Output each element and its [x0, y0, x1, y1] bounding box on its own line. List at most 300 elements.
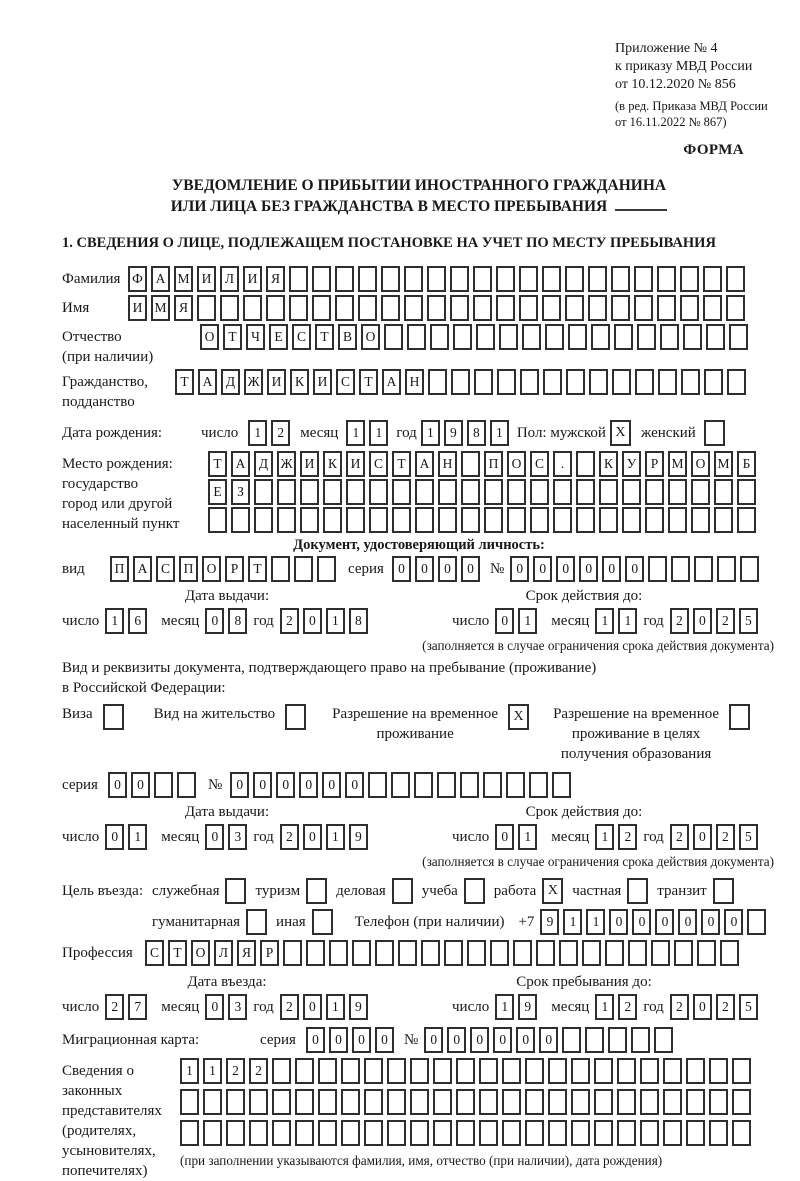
char-box[interactable]: [283, 940, 302, 966]
char-box[interactable]: [588, 295, 607, 321]
char-box[interactable]: 1: [326, 824, 345, 850]
char-box[interactable]: 6: [128, 608, 147, 634]
char-box[interactable]: [617, 1089, 636, 1115]
char-box[interactable]: [680, 295, 699, 321]
char-box[interactable]: [368, 772, 387, 798]
char-box[interactable]: [479, 1120, 498, 1146]
char-box[interactable]: [271, 556, 290, 582]
purpose-business-checkbox[interactable]: [392, 878, 413, 904]
char-box[interactable]: [410, 1058, 429, 1084]
char-box[interactable]: И: [197, 266, 216, 292]
char-box[interactable]: 0: [205, 994, 224, 1020]
char-box[interactable]: 0: [329, 1027, 348, 1053]
char-box[interactable]: [369, 479, 388, 505]
char-box[interactable]: [612, 369, 631, 395]
char-box[interactable]: 5: [739, 994, 758, 1020]
char-box[interactable]: [272, 1089, 291, 1115]
char-box[interactable]: [737, 479, 756, 505]
char-box[interactable]: [364, 1089, 383, 1115]
char-box[interactable]: Л: [214, 940, 233, 966]
char-box[interactable]: А: [382, 369, 401, 395]
char-box[interactable]: 1: [326, 608, 345, 634]
char-box[interactable]: [681, 369, 700, 395]
char-box[interactable]: [594, 1058, 613, 1084]
char-box[interactable]: [622, 479, 641, 505]
char-box[interactable]: 1: [203, 1058, 222, 1084]
char-box[interactable]: [483, 772, 502, 798]
char-box[interactable]: [392, 507, 411, 533]
char-box[interactable]: [407, 324, 426, 350]
char-box[interactable]: И: [267, 369, 286, 395]
char-box[interactable]: С: [369, 451, 388, 477]
char-box[interactable]: [456, 1089, 475, 1115]
char-box[interactable]: 1: [248, 420, 267, 446]
char-box[interactable]: [231, 507, 250, 533]
char-box[interactable]: 3: [228, 824, 247, 850]
char-box[interactable]: 0: [345, 772, 364, 798]
char-box[interactable]: [497, 369, 516, 395]
char-box[interactable]: 0: [678, 909, 697, 935]
char-box[interactable]: [451, 369, 470, 395]
char-box[interactable]: Я: [237, 940, 256, 966]
temp-residence-checkbox[interactable]: X: [508, 704, 529, 730]
char-box[interactable]: А: [133, 556, 152, 582]
char-box[interactable]: 8: [228, 608, 247, 634]
char-box[interactable]: [208, 507, 227, 533]
char-box[interactable]: [427, 266, 446, 292]
char-box[interactable]: [496, 295, 515, 321]
char-box[interactable]: [530, 479, 549, 505]
char-box[interactable]: М: [174, 266, 193, 292]
char-box[interactable]: [502, 1089, 521, 1115]
char-box[interactable]: 0: [495, 824, 514, 850]
char-box[interactable]: 0: [693, 994, 712, 1020]
purpose-transit-checkbox[interactable]: [713, 878, 734, 904]
char-box[interactable]: 9: [518, 994, 537, 1020]
char-box[interactable]: 1: [326, 994, 345, 1020]
char-box[interactable]: 0: [470, 1027, 489, 1053]
char-box[interactable]: .: [553, 451, 572, 477]
char-box[interactable]: [726, 266, 745, 292]
char-box[interactable]: [384, 324, 403, 350]
char-box[interactable]: [617, 1058, 636, 1084]
char-box[interactable]: [559, 940, 578, 966]
char-box[interactable]: [703, 295, 722, 321]
char-box[interactable]: Р: [645, 451, 664, 477]
char-box[interactable]: [364, 1120, 383, 1146]
char-box[interactable]: [706, 324, 725, 350]
char-box[interactable]: [571, 1058, 590, 1084]
char-box[interactable]: 0: [516, 1027, 535, 1053]
char-box[interactable]: 0: [510, 556, 529, 582]
char-box[interactable]: [438, 507, 457, 533]
char-box[interactable]: О: [691, 451, 710, 477]
char-box[interactable]: [683, 324, 702, 350]
char-box[interactable]: 1: [586, 909, 605, 935]
char-box[interactable]: [507, 507, 526, 533]
char-box[interactable]: [714, 479, 733, 505]
char-box[interactable]: Я: [174, 295, 193, 321]
char-box[interactable]: М: [151, 295, 170, 321]
char-box[interactable]: [341, 1058, 360, 1084]
char-box[interactable]: [634, 295, 653, 321]
char-box[interactable]: Т: [175, 369, 194, 395]
char-box[interactable]: П: [179, 556, 198, 582]
char-box[interactable]: А: [198, 369, 217, 395]
char-box[interactable]: [154, 772, 173, 798]
char-box[interactable]: [427, 295, 446, 321]
char-box[interactable]: [180, 1120, 199, 1146]
char-box[interactable]: [499, 324, 518, 350]
visa-checkbox[interactable]: [103, 704, 124, 730]
char-box[interactable]: [637, 324, 656, 350]
char-box[interactable]: [519, 266, 538, 292]
char-box[interactable]: [294, 556, 313, 582]
char-box[interactable]: [346, 479, 365, 505]
char-box[interactable]: [640, 1120, 659, 1146]
temp-residence-education-checkbox[interactable]: [729, 704, 750, 730]
char-box[interactable]: [525, 1058, 544, 1084]
char-box[interactable]: 0: [392, 556, 411, 582]
char-box[interactable]: 1: [180, 1058, 199, 1084]
char-box[interactable]: 1: [346, 420, 365, 446]
char-box[interactable]: 0: [205, 608, 224, 634]
char-box[interactable]: [387, 1120, 406, 1146]
char-box[interactable]: [392, 479, 411, 505]
char-box[interactable]: М: [714, 451, 733, 477]
char-box[interactable]: [254, 507, 273, 533]
char-box[interactable]: 8: [349, 608, 368, 634]
char-box[interactable]: [645, 507, 664, 533]
char-box[interactable]: 3: [228, 994, 247, 1020]
char-box[interactable]: 1: [369, 420, 388, 446]
char-box[interactable]: [588, 266, 607, 292]
char-box[interactable]: О: [361, 324, 380, 350]
char-box[interactable]: [433, 1089, 452, 1115]
char-box[interactable]: [226, 1089, 245, 1115]
char-box[interactable]: [484, 507, 503, 533]
char-box[interactable]: [461, 451, 480, 477]
char-box[interactable]: [479, 1058, 498, 1084]
char-box[interactable]: [295, 1089, 314, 1115]
char-box[interactable]: И: [128, 295, 147, 321]
char-box[interactable]: 0: [105, 824, 124, 850]
char-box[interactable]: Т: [223, 324, 242, 350]
char-box[interactable]: Ж: [244, 369, 263, 395]
char-box[interactable]: П: [484, 451, 503, 477]
char-box[interactable]: [691, 507, 710, 533]
char-box[interactable]: М: [668, 451, 687, 477]
char-box[interactable]: [657, 266, 676, 292]
char-box[interactable]: [645, 479, 664, 505]
char-box[interactable]: 0: [724, 909, 743, 935]
char-box[interactable]: [720, 940, 739, 966]
purpose-study-checkbox[interactable]: [464, 878, 485, 904]
char-box[interactable]: [732, 1120, 751, 1146]
char-box[interactable]: [203, 1089, 222, 1115]
char-box[interactable]: [277, 479, 296, 505]
purpose-other-checkbox[interactable]: [312, 909, 333, 935]
char-box[interactable]: 0: [533, 556, 552, 582]
char-box[interactable]: [375, 940, 394, 966]
char-box[interactable]: 0: [303, 824, 322, 850]
char-box[interactable]: 0: [303, 994, 322, 1020]
char-box[interactable]: 2: [618, 824, 637, 850]
char-box[interactable]: [203, 1120, 222, 1146]
purpose-work-checkbox[interactable]: X: [542, 878, 563, 904]
char-box[interactable]: Т: [248, 556, 267, 582]
char-box[interactable]: 1: [105, 608, 124, 634]
char-box[interactable]: 1: [595, 994, 614, 1020]
char-box[interactable]: [323, 507, 342, 533]
char-box[interactable]: О: [200, 324, 219, 350]
char-box[interactable]: [611, 266, 630, 292]
char-box[interactable]: 0: [438, 556, 457, 582]
char-box[interactable]: 1: [128, 824, 147, 850]
char-box[interactable]: О: [507, 451, 526, 477]
char-box[interactable]: 0: [655, 909, 674, 935]
char-box[interactable]: [496, 266, 515, 292]
char-box[interactable]: Т: [392, 451, 411, 477]
purpose-tourism-checkbox[interactable]: [306, 878, 327, 904]
purpose-humanitarian-checkbox[interactable]: [246, 909, 267, 935]
char-box[interactable]: [548, 1089, 567, 1115]
char-box[interactable]: [628, 940, 647, 966]
char-box[interactable]: Я: [266, 266, 285, 292]
char-box[interactable]: [640, 1089, 659, 1115]
char-box[interactable]: [747, 909, 766, 935]
char-box[interactable]: 0: [303, 608, 322, 634]
char-box[interactable]: [226, 1120, 245, 1146]
char-box[interactable]: 5: [739, 824, 758, 850]
char-box[interactable]: [640, 1058, 659, 1084]
char-box[interactable]: 1: [595, 824, 614, 850]
char-box[interactable]: 1: [618, 608, 637, 634]
char-box[interactable]: [474, 369, 493, 395]
char-box[interactable]: 0: [461, 556, 480, 582]
char-box[interactable]: [456, 1120, 475, 1146]
char-box[interactable]: 0: [632, 909, 651, 935]
char-box[interactable]: Р: [260, 940, 279, 966]
char-box[interactable]: [680, 266, 699, 292]
char-box[interactable]: [565, 295, 584, 321]
char-box[interactable]: [727, 369, 746, 395]
char-box[interactable]: Ж: [277, 451, 296, 477]
char-box[interactable]: 2: [670, 608, 689, 634]
char-box[interactable]: 0: [131, 772, 150, 798]
char-box[interactable]: [341, 1089, 360, 1115]
char-box[interactable]: [220, 295, 239, 321]
char-box[interactable]: [460, 772, 479, 798]
char-box[interactable]: [529, 772, 548, 798]
char-box[interactable]: [729, 324, 748, 350]
char-box[interactable]: [663, 1089, 682, 1115]
char-box[interactable]: В: [338, 324, 357, 350]
char-box[interactable]: [635, 369, 654, 395]
char-box[interactable]: [266, 295, 285, 321]
char-box[interactable]: 0: [701, 909, 720, 935]
char-box[interactable]: И: [300, 451, 319, 477]
char-box[interactable]: [295, 1120, 314, 1146]
char-box[interactable]: 0: [230, 772, 249, 798]
char-box[interactable]: 0: [579, 556, 598, 582]
char-box[interactable]: [484, 479, 503, 505]
char-box[interactable]: [617, 1120, 636, 1146]
char-box[interactable]: [562, 1027, 581, 1053]
char-box[interactable]: 2: [670, 994, 689, 1020]
char-box[interactable]: [433, 1120, 452, 1146]
char-box[interactable]: А: [415, 451, 434, 477]
char-box[interactable]: [450, 295, 469, 321]
char-box[interactable]: [520, 369, 539, 395]
char-box[interactable]: Т: [208, 451, 227, 477]
char-box[interactable]: [663, 1058, 682, 1084]
char-box[interactable]: 0: [322, 772, 341, 798]
char-box[interactable]: 2: [249, 1058, 268, 1084]
purpose-official-checkbox[interactable]: [225, 878, 246, 904]
char-box[interactable]: [543, 369, 562, 395]
char-box[interactable]: С: [336, 369, 355, 395]
char-box[interactable]: [364, 1058, 383, 1084]
char-box[interactable]: [502, 1058, 521, 1084]
char-box[interactable]: [663, 1120, 682, 1146]
char-box[interactable]: 2: [670, 824, 689, 850]
char-box[interactable]: [317, 556, 336, 582]
char-box[interactable]: [599, 479, 618, 505]
char-box[interactable]: 0: [108, 772, 127, 798]
char-box[interactable]: И: [346, 451, 365, 477]
char-box[interactable]: 2: [280, 608, 299, 634]
char-box[interactable]: [608, 1027, 627, 1053]
char-box[interactable]: [335, 266, 354, 292]
char-box[interactable]: [648, 556, 667, 582]
char-box[interactable]: [576, 507, 595, 533]
char-box[interactable]: [691, 479, 710, 505]
char-box[interactable]: 0: [693, 608, 712, 634]
char-box[interactable]: 9: [540, 909, 559, 935]
char-box[interactable]: [180, 1089, 199, 1115]
char-box[interactable]: 2: [280, 824, 299, 850]
char-box[interactable]: [525, 1120, 544, 1146]
char-box[interactable]: Б: [737, 451, 756, 477]
char-box[interactable]: [634, 266, 653, 292]
char-box[interactable]: Д: [221, 369, 240, 395]
char-box[interactable]: 1: [595, 608, 614, 634]
char-box[interactable]: Е: [269, 324, 288, 350]
char-box[interactable]: [709, 1058, 728, 1084]
char-box[interactable]: [582, 940, 601, 966]
char-box[interactable]: [740, 556, 759, 582]
char-box[interactable]: [522, 324, 541, 350]
char-box[interactable]: [703, 266, 722, 292]
char-box[interactable]: [585, 1027, 604, 1053]
char-box[interactable]: [576, 451, 595, 477]
char-box[interactable]: [686, 1058, 705, 1084]
char-box[interactable]: 0: [493, 1027, 512, 1053]
char-box[interactable]: 0: [276, 772, 295, 798]
char-box[interactable]: [318, 1120, 337, 1146]
char-box[interactable]: С: [292, 324, 311, 350]
char-box[interactable]: [507, 479, 526, 505]
char-box[interactable]: 1: [495, 994, 514, 1020]
char-box[interactable]: [704, 369, 723, 395]
char-box[interactable]: [553, 507, 572, 533]
char-box[interactable]: 2: [618, 994, 637, 1020]
char-box[interactable]: Т: [168, 940, 187, 966]
char-box[interactable]: [421, 940, 440, 966]
char-box[interactable]: [430, 324, 449, 350]
char-box[interactable]: [249, 1120, 268, 1146]
char-box[interactable]: [272, 1058, 291, 1084]
char-box[interactable]: 0: [306, 1027, 325, 1053]
char-box[interactable]: [467, 940, 486, 966]
char-box[interactable]: [694, 556, 713, 582]
char-box[interactable]: [525, 1089, 544, 1115]
char-box[interactable]: [476, 324, 495, 350]
char-box[interactable]: 0: [556, 556, 575, 582]
char-box[interactable]: 0: [253, 772, 272, 798]
char-box[interactable]: 9: [444, 420, 463, 446]
char-box[interactable]: [444, 940, 463, 966]
char-box[interactable]: [272, 1120, 291, 1146]
char-box[interactable]: 0: [205, 824, 224, 850]
char-box[interactable]: 8: [467, 420, 486, 446]
char-box[interactable]: Н: [438, 451, 457, 477]
char-box[interactable]: [591, 324, 610, 350]
char-box[interactable]: [300, 479, 319, 505]
char-box[interactable]: К: [290, 369, 309, 395]
char-box[interactable]: У: [622, 451, 641, 477]
char-box[interactable]: 0: [424, 1027, 443, 1053]
char-box[interactable]: [391, 772, 410, 798]
char-box[interactable]: [473, 295, 492, 321]
char-box[interactable]: [631, 1027, 650, 1053]
char-box[interactable]: [404, 295, 423, 321]
char-box[interactable]: 2: [716, 824, 735, 850]
char-box[interactable]: [614, 324, 633, 350]
char-box[interactable]: [300, 507, 319, 533]
char-box[interactable]: [369, 507, 388, 533]
char-box[interactable]: [450, 266, 469, 292]
char-box[interactable]: [289, 266, 308, 292]
char-box[interactable]: [548, 1120, 567, 1146]
char-box[interactable]: [381, 295, 400, 321]
char-box[interactable]: [605, 940, 624, 966]
char-box[interactable]: [545, 324, 564, 350]
char-box[interactable]: [657, 295, 676, 321]
char-box[interactable]: [323, 479, 342, 505]
char-box[interactable]: 9: [349, 824, 368, 850]
char-box[interactable]: П: [110, 556, 129, 582]
char-box[interactable]: 2: [105, 994, 124, 1020]
residence-permit-checkbox[interactable]: [285, 704, 306, 730]
char-box[interactable]: С: [156, 556, 175, 582]
char-box[interactable]: [594, 1089, 613, 1115]
char-box[interactable]: 1: [421, 420, 440, 446]
char-box[interactable]: [461, 507, 480, 533]
char-box[interactable]: [654, 1027, 673, 1053]
char-box[interactable]: [289, 295, 308, 321]
char-box[interactable]: 0: [447, 1027, 466, 1053]
char-box[interactable]: [506, 772, 525, 798]
char-box[interactable]: [306, 940, 325, 966]
char-box[interactable]: [697, 940, 716, 966]
char-box[interactable]: [513, 940, 532, 966]
char-box[interactable]: [658, 369, 677, 395]
char-box[interactable]: [428, 369, 447, 395]
char-box[interactable]: [668, 479, 687, 505]
char-box[interactable]: [295, 1058, 314, 1084]
